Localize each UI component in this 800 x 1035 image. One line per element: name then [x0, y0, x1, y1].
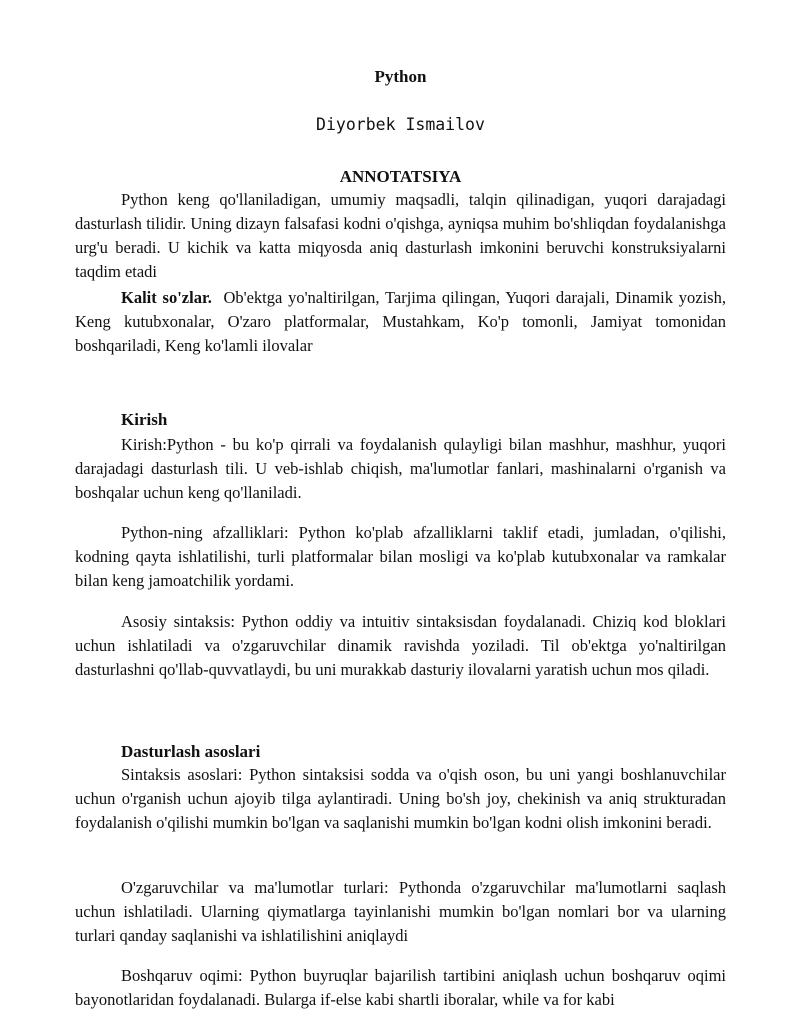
paper-title: Python [374, 67, 427, 86]
keywords-text: Ob'ektga yo'naltirilgan, Tarjima qilingan, Yuqori darajali, Dinamik yozish, Keng kutubxonalar, O'zaro platformalar, Mustahkam, Ko'p tomonli, Jamiyat tomonidan boshqariladi, Keng ko'lamli ilovalar [75, 288, 726, 355]
abstract-text: Python keng qo'llaniladigan, umumiy maqsadli, talqin qilinadigan, yuqori darajadagi dasturlash tilidir. Uning dizayn falsafasi kodni o'qishga, ayniqsa muhim bo'shliqdan foydalanishga urg'u beradi. U kichik va katta miqyosda aniq dasturlash imkonini beruvchi konstruksiyalarni taqdim etadi [75, 190, 726, 281]
intro-paragraph: Kirish:Python - bu ko'p qirrali va foydalanish qulayligi bilan mashhur, mashhur, yuqori darajadagi dasturlash tili. U veb-ishlab chiqish, ma'lumotlar fanlari, mashinalarni o'rganish va boshqalar uchun keng qo'llaniladi. [75, 435, 726, 502]
control-flow-paragraph: Boshqaruv oqimi: Python buyruqlar bajarilish tartibini aniqlash uchun boshqaruv oqimi bayonotlaridan foydalanadi. Bularga if-else kabi shartli iboralar, while va for kabi [75, 966, 726, 1009]
keywords-label: Kalit so'zlar. [121, 288, 212, 307]
author-name: Diyorbek Ismailov [316, 115, 485, 134]
variables-paragraph: O'zgaruvchilar va ma'lumotlar turlari: Pythonda o'zgaruvchilar ma'lumotlarni saqlash uchun ishlatiladi. Ularning qiymatlarga tayinlanishi mumkin bo'lgan nomlari bor va ularning turlari qanday saqlanishi va ishlatilishini aniqlaydi [75, 878, 726, 945]
syntax-paragraph: Asosiy sintaksis: Python oddiy va intuitiv sintaksisdan foydalanadi. Chiziq kod bloklari uchun ishlatiladi va o'zgaruvchilar dinamik ravishda yoziladi. Til ob'ektga yo'naltirilgan dasturlashni qo'llab-quvvatlaydi, bu uni murakkab dasturiy ilovalarni yaratish uchun mos qiladi. [75, 612, 726, 679]
keywords-paragraph [75, 286, 726, 358]
abstract-heading: ANNOTATSIYA [339, 167, 462, 186]
section-heading-basics: Dasturlash asoslari [121, 742, 261, 761]
syntax-basics-paragraph: Sintaksis asoslari: Python sintaksisi sodda va o'qish oson, bu uni yangi boshlanuvchilar uchun o'rganish uchun ajoyib tilga aylantiradi. Uning bo'sh joy, chekinish va aniq strukturadan foydalanish o'qilishi mumkin bo'lgan va saqlanishi mumkin bo'lgan kodni olish imkonini beradi. [75, 765, 726, 832]
advantages-paragraph: Python-ning afzalliklari: Python ko'plab afzalliklarni taklif etadi, jumladan, o'qilishi, kodning qayta ishlatilishi, turli platformalar bilan mosligi va ko'plab kutubxonalar va ramkalar bilan keng jamoatchilik yordami. [75, 523, 726, 590]
section-heading-intro: Kirish [121, 410, 168, 429]
